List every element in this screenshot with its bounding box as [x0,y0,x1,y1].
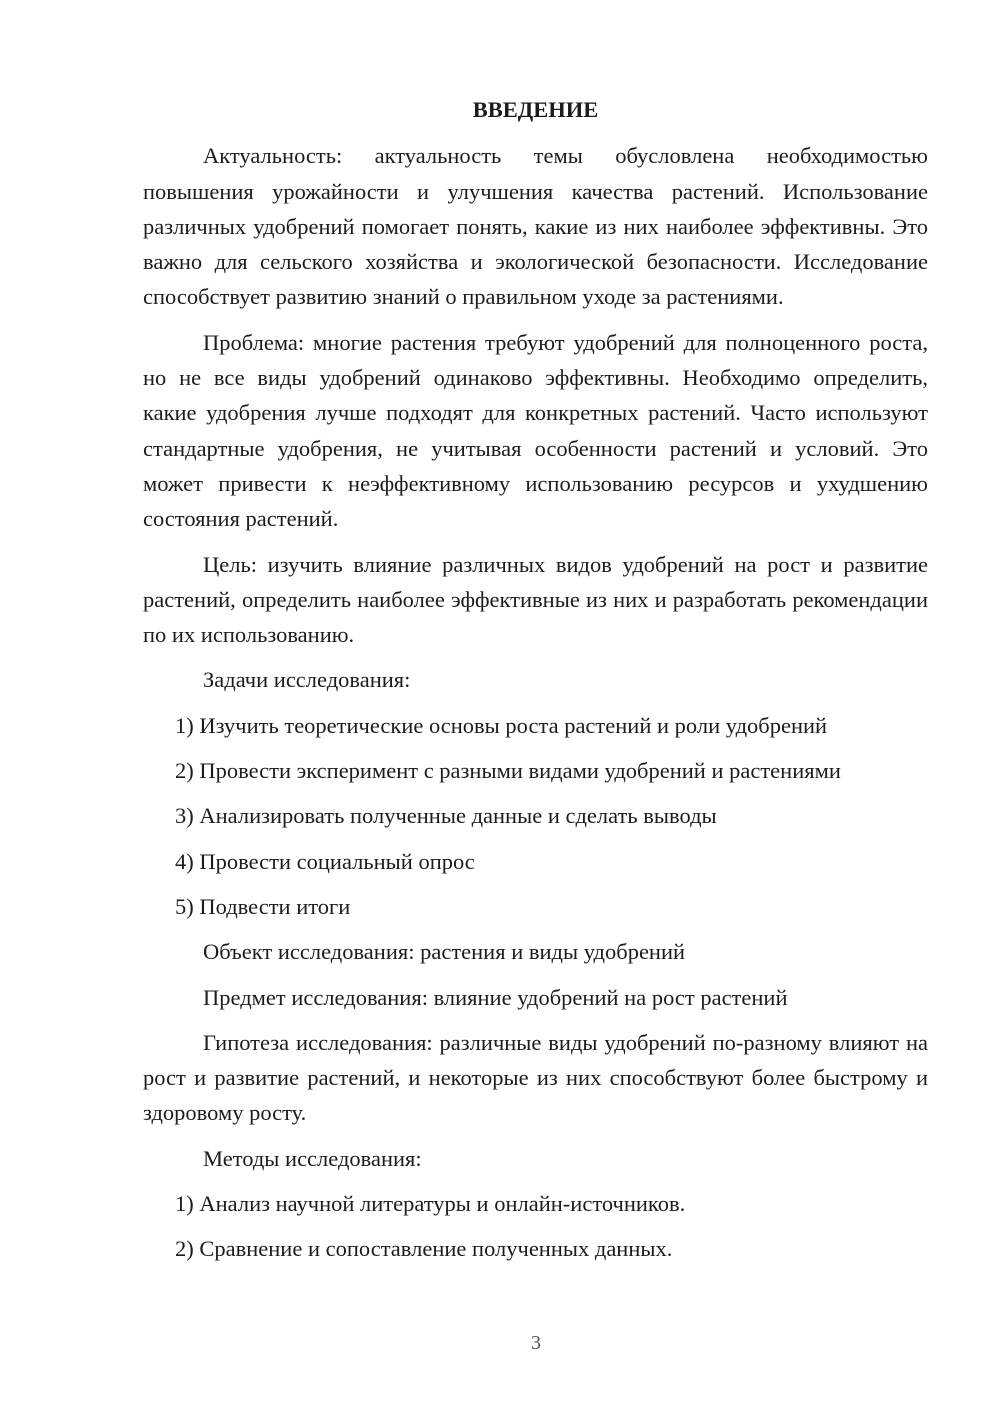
task-item-2: 2) Провести эксперимент с разными видами удобрений и растениями [175,758,841,784]
task-item-4: 4) Провести социальный опрос [175,848,475,874]
problem-paragraph: Проблема: многие растения требуют удобрений для полноценного роста, но не все виды удобрений одинаково эффективны. Необходимо определить, какие удобрения лучше подходят для конкретных растений. Часто используют стандартные удобрения, не учитывая особенности растений и условий. Это может привести к неэффективному использованию ресурсов и ухудшению состояния растений. [143,329,928,532]
task-item-3: 3) Анализировать полученные данные и сделать выводы [175,803,717,829]
hypothesis-paragraph: Гипотеза исследования: различные виды удобрений по-разному влияют на рост и развитие растений, и некоторые из них способствуют более быстрому и здоровому росту. [143,1029,928,1126]
task-item-5: 5) Подвести итоги [175,893,351,919]
tasks-label: Задачи исследования: [203,667,411,693]
subject-line: Предмет исследования: влияние удобрений на рост растений [203,984,788,1010]
object-line: Объект исследования: растения и виды удобрений [203,939,686,965]
page-content [143,92,928,1277]
page-number: 3 [531,1332,541,1354]
methods-label: Методы исследования: [203,1145,422,1171]
method-item-2: 2) Сравнение и сопоставление полученных данных. [175,1236,673,1262]
method-item-1: 1) Анализ научной литературы и онлайн-источников. [175,1191,686,1217]
goal-paragraph: Цель: изучить влияние различных видов удобрений на рост и развитие растений, определить наиболее эффективные из них и разработать рекомендации по их использованию. [143,551,928,648]
relevance-paragraph: Актуальность: актуальность темы обусловлена необходимостью повышения урожайности и улучшения качества растений. Использование различных удобрений помогает понять, какие из них наиболее эффективны. Это важно для сельского хозяйства и экологической безопасности. Исследование способствует развитию знаний о правильном уходе за растениями. [143,143,928,310]
section-heading: ВВЕДЕНИЕ [472,97,599,122]
task-item-1: 1) Изучить теоретические основы роста растений и роли удобрений [175,712,828,738]
